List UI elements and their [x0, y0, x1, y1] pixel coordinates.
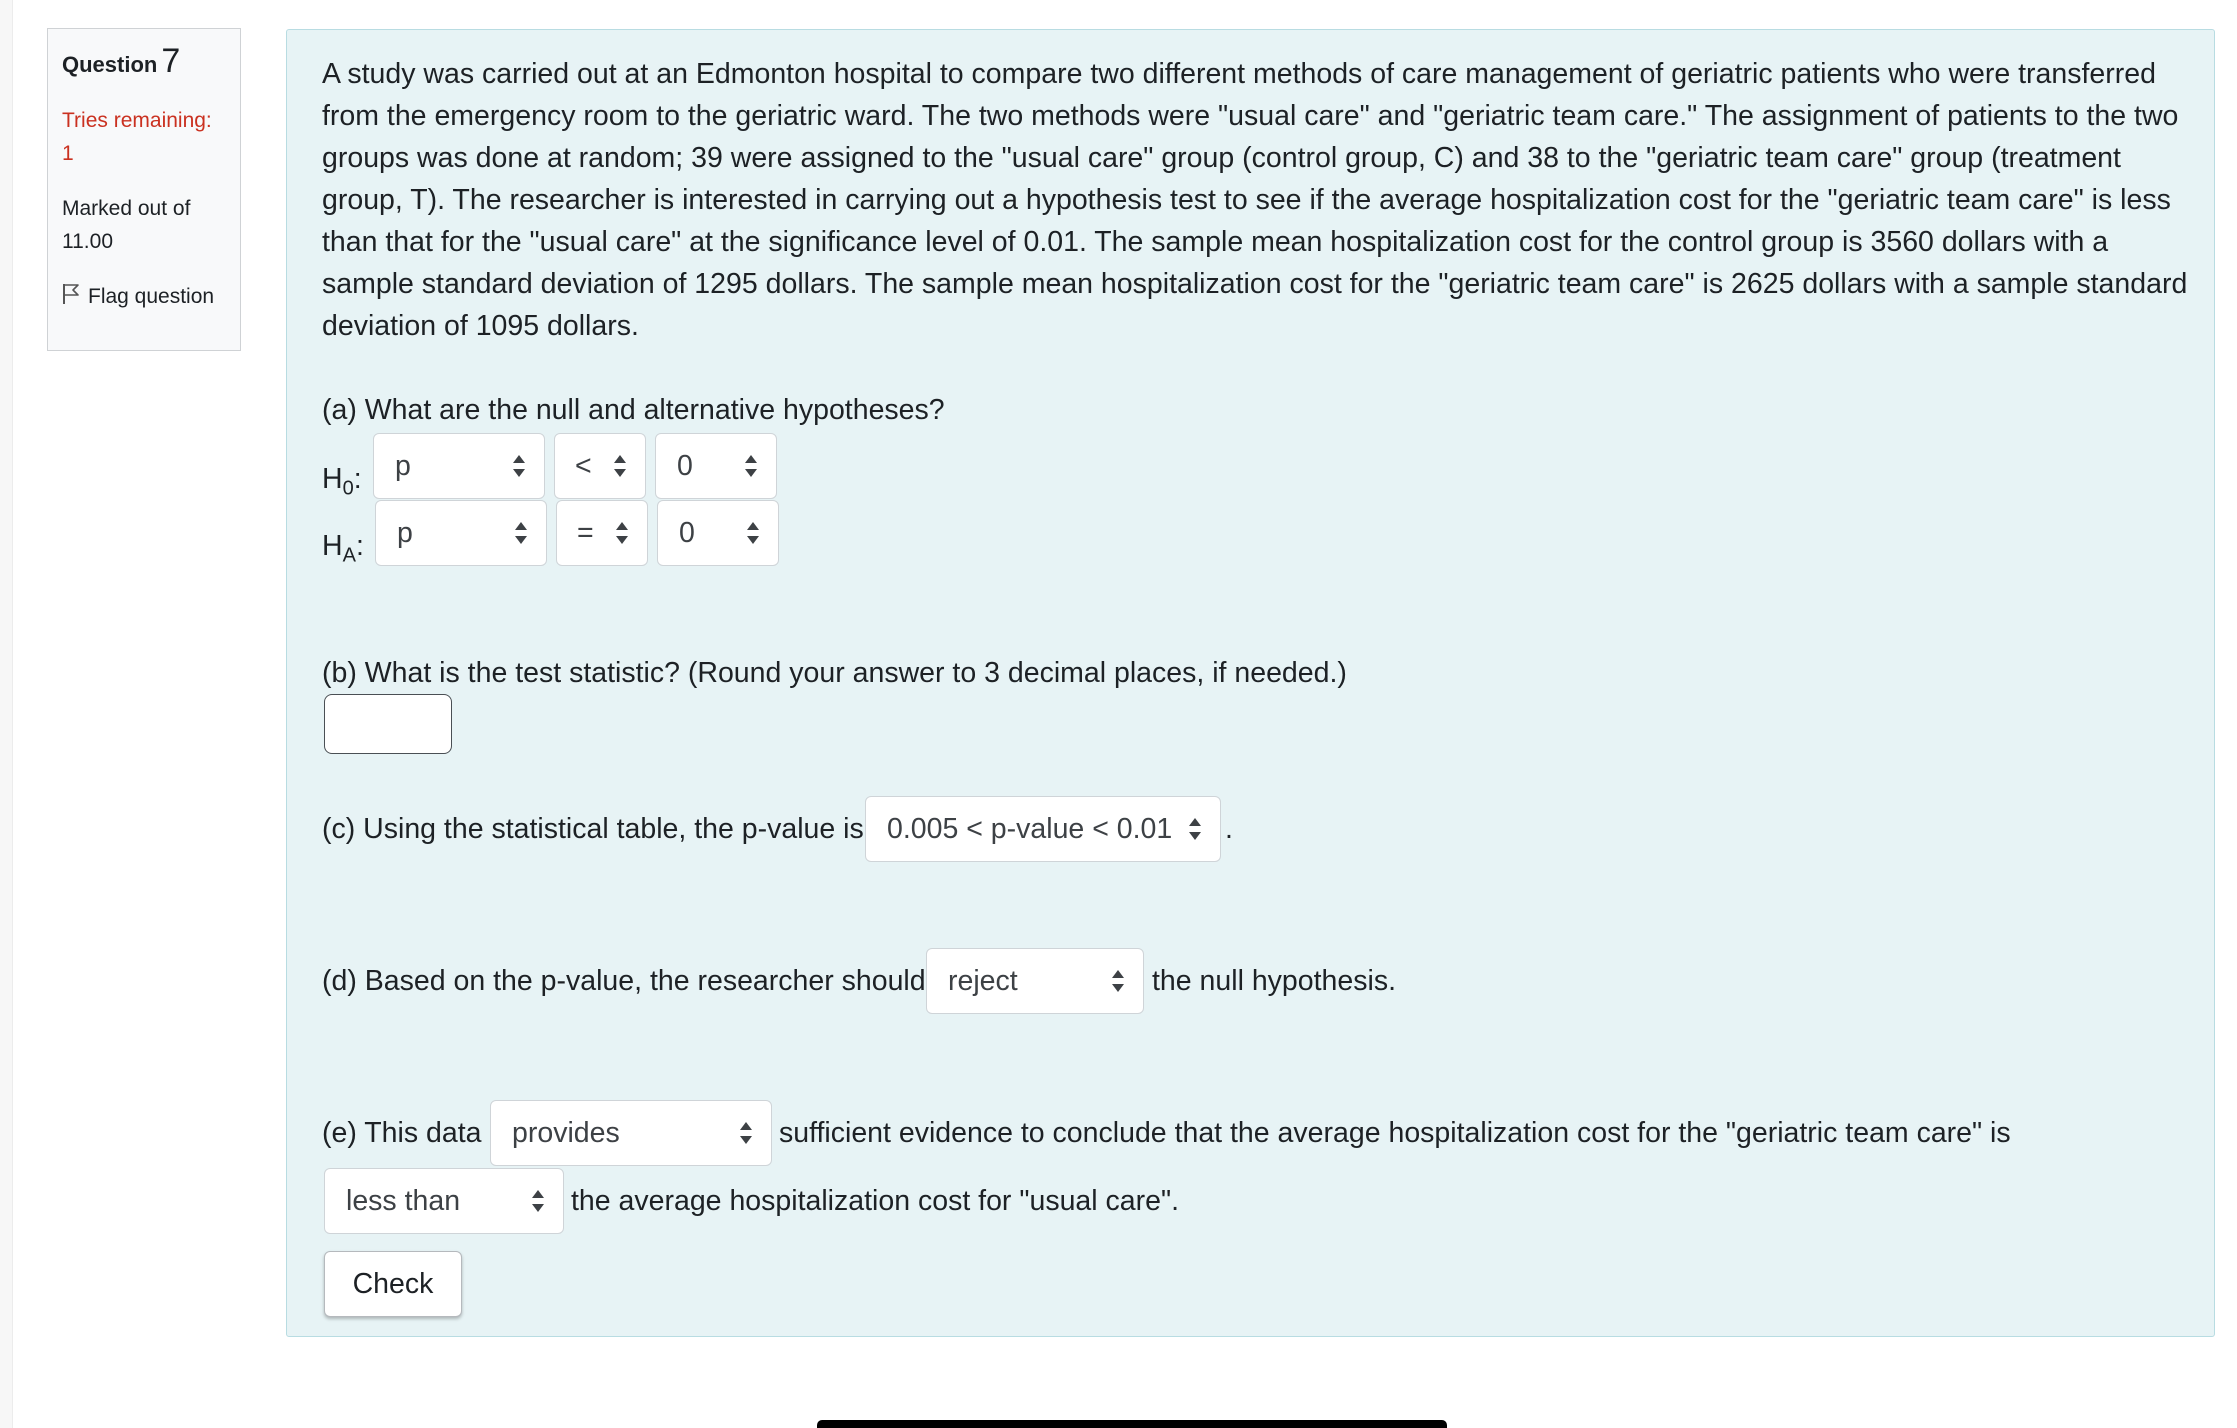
h0-parameter-value: p: [395, 449, 411, 482]
marked-out-of: Marked out of 11.00: [62, 197, 191, 253]
comparison-selected: less than: [346, 1184, 461, 1217]
test-statistic-input[interactable]: [324, 694, 452, 754]
part-e-prompt: (e) This data: [322, 1117, 482, 1149]
ha-value-select[interactable]: [657, 500, 779, 566]
p-value-selected: 0.005 < p-value < 0.01: [887, 812, 1173, 845]
h0-value-select[interactable]: [655, 433, 777, 499]
sort-arrows-icon: [512, 454, 526, 478]
part-c-prompt: (c) Using the statistical table, the p-value is: [322, 813, 864, 845]
ha-letter: H: [322, 530, 343, 562]
page-left-strip: [0, 0, 13, 1428]
sort-arrows-icon: [739, 1121, 753, 1145]
flag-icon: [62, 283, 80, 305]
h0-relation-value: <: [575, 449, 592, 482]
question-number: 7: [161, 42, 181, 80]
part-d-suffix: the null hypothesis.: [1152, 965, 1396, 997]
question-heading: [62, 42, 226, 81]
decision-selected: reject: [948, 964, 1018, 997]
p-value-select[interactable]: [865, 796, 1221, 862]
evidence-selected: provides: [512, 1116, 620, 1149]
sort-arrows-icon: [1188, 817, 1202, 841]
sort-arrows-icon: [744, 454, 758, 478]
part-e-suffix: sufficient evidence to conclude that the average hospitalization cost for the "geriatric team care" is: [779, 1117, 2011, 1149]
ha-relation-select[interactable]: [556, 500, 648, 566]
h0-letter: H: [322, 463, 343, 495]
sort-arrows-icon: [514, 521, 528, 545]
tries-remaining: Tries remaining: 1: [62, 109, 212, 165]
h0-relation-select[interactable]: [554, 433, 646, 499]
ha-parameter-select[interactable]: [375, 500, 547, 566]
h0-colon: :: [353, 463, 362, 495]
ha-relation-value: =: [577, 516, 594, 549]
sort-arrows-icon: [613, 454, 627, 478]
ha-label: [322, 530, 364, 568]
question-info-panel: [47, 28, 241, 351]
h0-value-value: 0: [677, 449, 693, 482]
h0-parameter-select[interactable]: [373, 433, 545, 499]
ha-subscript: A: [342, 544, 356, 567]
part-b-prompt: (b) What is the test statistic? (Round your answer to 3 decimal places, if needed.): [322, 657, 1347, 689]
sort-arrows-icon: [531, 1189, 545, 1213]
ha-parameter-value: p: [397, 516, 413, 549]
check-button[interactable]: Check: [324, 1251, 462, 1317]
ha-value-value: 0: [679, 516, 695, 549]
h0-label: [322, 463, 362, 501]
decision-select[interactable]: [926, 948, 1144, 1014]
part-d-prompt: (d) Based on the p-value, the researcher should: [322, 965, 926, 997]
question-content-panel: [286, 29, 2215, 1337]
part-e-suffix-2: the average hospitalization cost for "usual care".: [571, 1185, 1179, 1217]
home-indicator-bar[interactable]: [817, 1420, 1447, 1428]
evidence-select[interactable]: [490, 1100, 772, 1166]
part-a-prompt: (a) What are the null and alternative hypotheses?: [322, 394, 945, 426]
question-text: A study was carried out at an Edmonton hospital to compare two different methods of care management of geriatric patients who were transferred from the emergency room to the geriatric ward. The two methods were "usual care" and "geriatric team care." The assignment of patients to the two groups was done at random; 39 were assigned to the "usual care" group (control group, C) and 38 to the "geriatric team care" group (treatment group, T). The researcher is interested in carrying out a hypothesis test to see if the average hospitalization cost for the "geriatric team care" is less than that for the "usual care" at the significance level of 0.01. The sample mean hospitalization cost for the control group is 3560 dollars with a sample standard deviation of 1295 dollars. The sample mean hospitalization cost for the "geriatric team care" is 2625 dollars with a sample standard deviation of 1095 dollars.: [322, 58, 2188, 342]
flag-question-label: Flag question: [88, 285, 215, 308]
h0-subscript: 0: [342, 477, 354, 500]
sort-arrows-icon: [1111, 969, 1125, 993]
ha-colon: :: [355, 530, 364, 562]
sort-arrows-icon: [746, 521, 760, 545]
sort-arrows-icon: [615, 521, 629, 545]
part-c-period: .: [1225, 813, 1233, 845]
question-label: Question: [62, 52, 158, 77]
comparison-select[interactable]: [324, 1168, 564, 1234]
flag-question-link[interactable]: [62, 280, 226, 313]
